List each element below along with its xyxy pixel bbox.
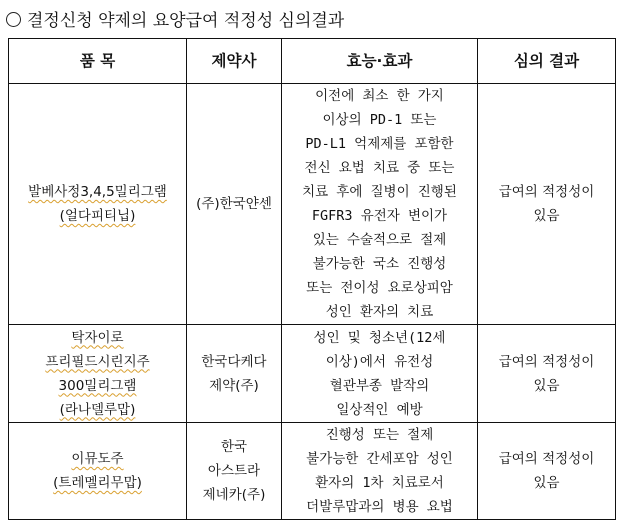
result-line: 급여의 적정성이 xyxy=(498,353,595,370)
company-line: 한국다케다 xyxy=(201,353,267,370)
header-product: 품 목 xyxy=(9,39,187,84)
result-line: 급여의 적정성이 xyxy=(498,184,595,200)
company-cell xyxy=(187,423,282,520)
circle-bullet-icon xyxy=(6,12,21,27)
header-row xyxy=(9,39,616,84)
efficacy-line: 일상적인 예방 xyxy=(336,401,423,418)
efficacy-line: FGFR3 유전자 변이가 xyxy=(311,208,448,224)
result-line: 있음 xyxy=(533,475,560,491)
result-line: 있음 xyxy=(533,208,560,224)
efficacy-line: 진행성 또는 절제 xyxy=(325,427,434,443)
efficacy-line: 이상)에서 유전성 xyxy=(325,353,434,370)
product-line: 300밀리그램 xyxy=(58,377,137,394)
table-row xyxy=(9,325,616,423)
efficacy-line: 성인 환자의 치료 xyxy=(325,304,434,320)
company-line: 아스트라 xyxy=(207,463,261,479)
efficacy-cell xyxy=(282,84,478,325)
header-company: 제약사 xyxy=(187,39,282,84)
product-line: 발베사정3,4,5밀리그램 xyxy=(28,184,167,200)
efficacy-line: 불가능한 국소 진행성 xyxy=(312,256,447,272)
result-cell xyxy=(478,325,616,423)
efficacy-cell xyxy=(282,423,478,520)
product-line: 프리필드시린지주 xyxy=(45,353,150,370)
efficacy-line: 있는 수술적으로 절제 xyxy=(312,232,447,248)
product-cell xyxy=(9,325,187,423)
company-line: 제약(주) xyxy=(209,377,259,394)
company-line: (주)한국얀센 xyxy=(196,196,272,212)
review-results-table xyxy=(8,38,616,520)
efficacy-line: 치료 후에 질병이 진행된 xyxy=(302,184,457,200)
product-line: (얼다피티닙) xyxy=(59,208,136,224)
product-line: 탁자이로 xyxy=(71,329,124,346)
efficacy-line: 이전에 최소 한 가지 xyxy=(315,88,444,104)
efficacy-line: 전신 요법 치료 중 또는 xyxy=(304,160,455,176)
table-row xyxy=(9,423,616,520)
efficacy-line: 성인 및 청소년(12세 xyxy=(313,329,446,346)
product-line: (라나델루맙) xyxy=(59,401,136,418)
table-row xyxy=(9,84,616,325)
company-cell xyxy=(187,84,282,325)
product-line: (트레멜리무맙) xyxy=(53,475,142,491)
efficacy-line: 또는 전이성 요로상피암 xyxy=(306,280,453,296)
result-line: 있음 xyxy=(533,377,560,394)
title-text: 결정신청 약제의 요양급여 적정성 심의결과 xyxy=(27,11,345,31)
company-line: 한국 xyxy=(220,439,248,455)
product-cell xyxy=(9,84,187,325)
efficacy-line: 혈관부종 발작의 xyxy=(329,377,430,394)
result-cell xyxy=(478,84,616,325)
efficacy-line: 이상의 PD-1 또는 xyxy=(322,112,437,128)
efficacy-cell xyxy=(282,325,478,423)
result-line: 급여의 적정성이 xyxy=(498,451,595,467)
company-line: 제네카(주) xyxy=(202,487,266,503)
header-result: 심의 결과 xyxy=(478,39,616,84)
efficacy-line: PD-L1 억제제를 포함한 xyxy=(305,136,454,152)
company-cell xyxy=(187,325,282,423)
efficacy-line: 더발루맙과의 병용 요법 xyxy=(306,499,453,515)
product-line: 이뮤도주 xyxy=(71,451,124,467)
result-cell xyxy=(478,423,616,520)
product-cell xyxy=(9,423,187,520)
efficacy-line: 환자의 1차 치료로서 xyxy=(315,475,444,491)
document-title xyxy=(6,6,344,31)
header-efficacy: 효능·효과 xyxy=(282,39,478,84)
efficacy-line: 불가능한 간세포암 성인 xyxy=(306,451,453,467)
